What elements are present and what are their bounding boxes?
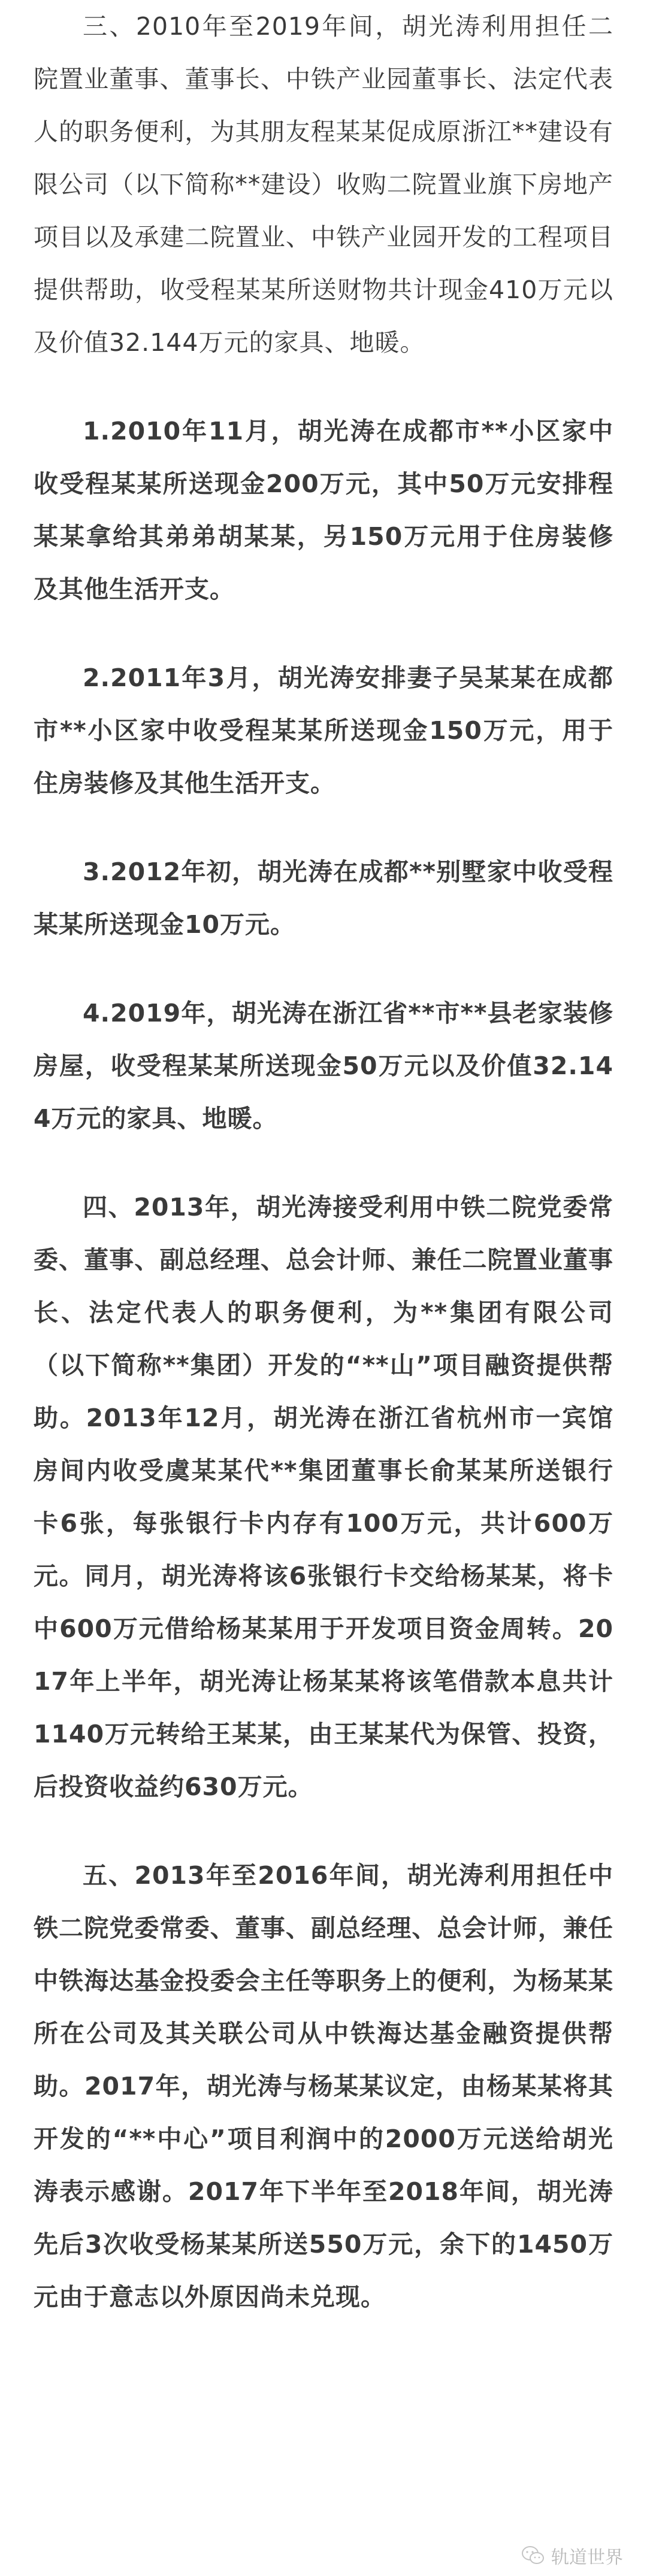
section-3-item-4-paragraph: 4.2019年，胡光涛在浙江省**市**县老家装修房屋，收受程某某所送现金50万元以及价值32.144万元的家具、地暖。 — [34, 999, 613, 1133]
paragraph-spacer — [34, 369, 613, 405]
paragraph-spacer — [34, 616, 613, 651]
paragraph-spacer — [34, 1813, 613, 1849]
paragraph-spacer — [34, 951, 613, 987]
wechat-icon — [521, 2545, 545, 2566]
section-5-paragraph: 五、2013年至2016年间，胡光涛利用担任中铁二院党委常委、董事、副总经理、总会计师，兼任中铁海达基金投委会主任等职务上的便利，为杨某某所在公司及其关联公司从中铁海达基金融资提供帮助。2017年，胡光涛与杨某某议定，由杨某某将其开发的“**中心”项目利润中的2000万元送给胡光涛表示感谢。2017年下半年至2018年间，胡光涛先后3次收受杨某某所送550万元，余下的1450万元由于意志以外原因尚未兑现。 — [34, 1861, 613, 2311]
paragraph-spacer — [34, 810, 613, 845]
watermark-text: 轨道世界 — [551, 2547, 623, 2568]
section-3-item-1-paragraph: 1.2010年11月，胡光涛在成都市**小区家中收受程某某所送现金200万元，其中50万元安排程某某拿给其弟弟胡某某，另150万元用于住房装修及其他生活开支。 — [34, 417, 613, 604]
section-4-paragraph: 四、2013年，胡光涛接受利用中铁二院党委常委、董事、副总经理、总会计师、兼任二院置业董事长、法定代表人的职务便利，为**集团有限公司（以下简称**集团）开发的“**山”项目融资提供帮助。2013年12月，胡光涛在浙江省杭州市一宾馆房间内收受虞某某代**集团董事长俞某某所送银行卡6张，每张银行卡内存有100万元，共计600万元。同月，胡光涛将该6张银行卡交给杨某某，将卡中600万元借给杨某某用于开发项目资金周转。2017年上半年，胡光涛让杨某某将该笔借款本息共计1140万元转给王某某，由王某某代为保管、投资，后投资收益约630万元。 — [34, 1193, 613, 1801]
paragraph-spacer — [34, 1145, 613, 1181]
section-3-item-3-paragraph: 3.2012年初，胡光涛在成都**别墅家中收受程某某所送现金10万元。 — [34, 857, 613, 939]
section-3-item-2-paragraph: 2.2011年3月，胡光涛安排妻子吴某某在成都市**小区家中收受程某某所送现金150万元，用于住房装修及其他生活开支。 — [34, 663, 613, 798]
section-3-paragraph: 三、2010年至2019年间，胡光涛利用担任二院置业董事、董事长、中铁产业园董事长、法定代表人的职务便利，为其朋友程某某促成原浙江**建设有限公司（以下简称**建设）收购二院置业旗下房地产项目以及承建二院置业、中铁产业园开发的工程项目提供帮助，收受程某某所送财物共计现金410万元以及价值32.144万元的家具、地暖。 — [34, 12, 613, 357]
watermark — [521, 2542, 623, 2569]
